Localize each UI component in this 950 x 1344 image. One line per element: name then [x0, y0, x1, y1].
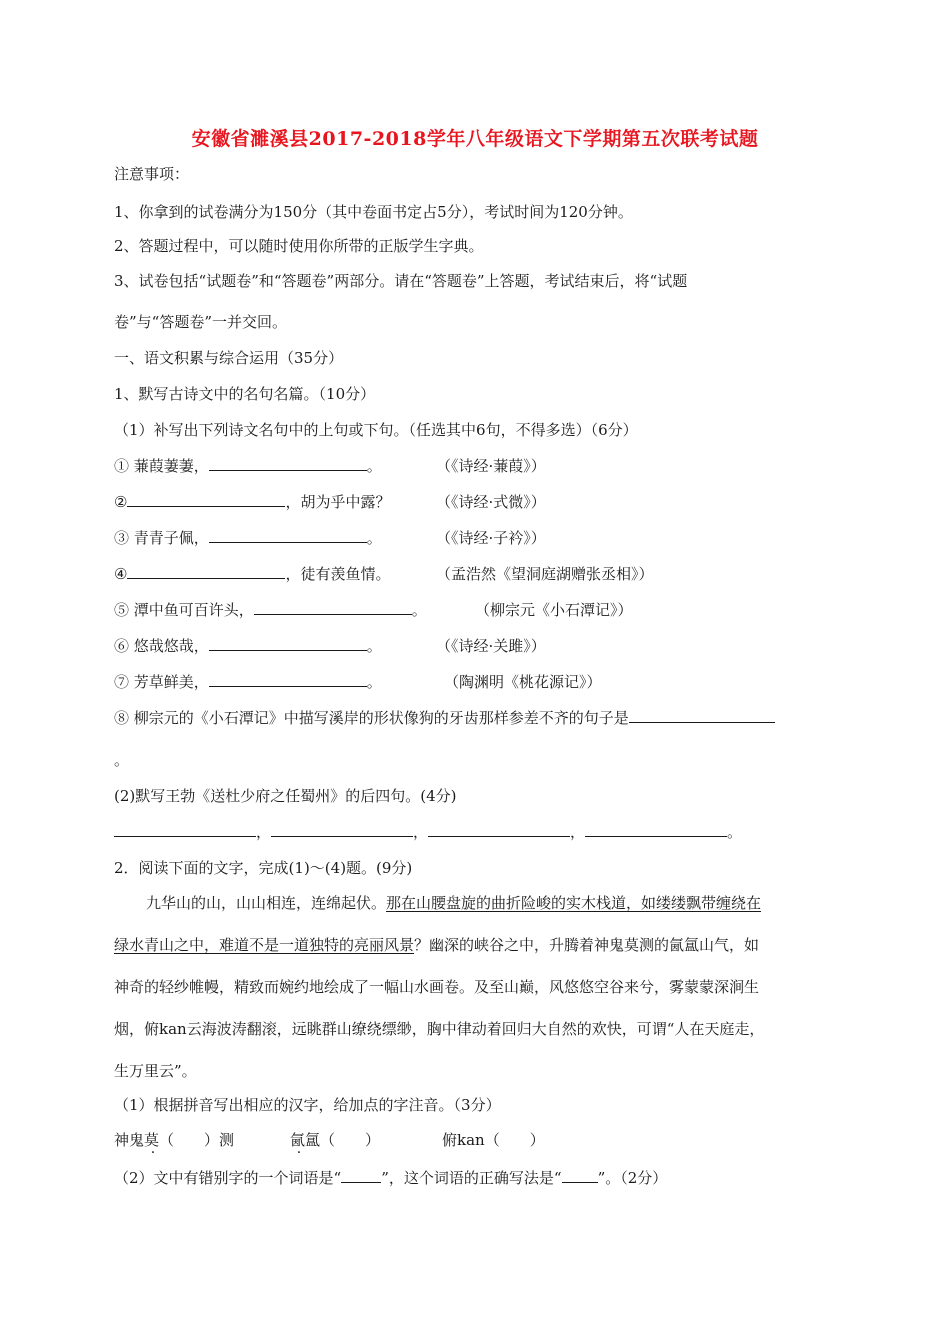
answer-blank[interactable] [209, 636, 367, 651]
notice-item-2: 2、答题过程中，可以随时使用你所带的正版学生字典。 [114, 237, 484, 255]
passage-underlined: 那在山腰盘旋的曲折险峻的实木栈道，如缕缕飘带缠绕在 [386, 894, 762, 912]
poem-line-post: ，徒有羡鱼情。 [285, 565, 391, 583]
passage-line-5: 生万里云”。 [114, 1062, 197, 1080]
poem-line-pre: ⑧ 柳宗元的《小石潭记》中描写溪岸的形状像狗的牙齿那样参差不齐的句子是 [114, 709, 629, 727]
passage-text: ？幽深的峡谷之中，升腾着神鬼莫测的氤氲山气，如 [414, 936, 760, 954]
poem-recite-line [114, 822, 742, 842]
pinyin-item-2 [290, 1130, 380, 1150]
passage-line-1 [146, 893, 761, 913]
poem-line-pre: ① 蒹葭萋萋， [114, 457, 209, 475]
pinyin-row [114, 1130, 234, 1150]
question-2-1: （1）根据拼音写出相应的汉字，给加点的字注音。（3分） [114, 1096, 501, 1114]
passage-underlined: 绿水青山之中，难道不是一道独特的亮丽风景 [114, 936, 415, 954]
poem-line-pre: ⑥ 悠哉悠哉， [114, 637, 209, 655]
poem-line-1 [114, 456, 382, 476]
question-2: 2．阅读下面的文字，完成(1)～(4)题。(9分) [114, 859, 413, 877]
answer-blank[interactable] [428, 822, 570, 837]
poem-line-pre: ⑦ 芳草鲜美， [114, 673, 209, 691]
poem-line-pre: ⑤ 潭中鱼可百许头， [114, 601, 254, 619]
answer-blank[interactable] [271, 822, 413, 837]
poem-source-3: （《诗经·子衿》） [436, 529, 546, 547]
poem-line-post: ，胡为乎中露？ [285, 493, 391, 511]
answer-blank[interactable] [114, 822, 256, 837]
pinyin-word-2-rest[interactable]: 氲（ ） [305, 1131, 381, 1149]
question-1-2: (2)默写王勃《送杜少府之任蜀州》的后四句。(4分) [114, 787, 457, 805]
answer-blank[interactable] [341, 1168, 381, 1183]
passage-line-3: 神奇的轻纱帷幔，精致而婉约地绘成了一幅山水画卷。及至山巅，风悠悠空谷来兮，雾蒙蒙深涧生 [114, 978, 760, 996]
poem-line-post: 。 [366, 529, 382, 547]
answer-blank[interactable] [254, 600, 412, 615]
poem-line-3 [114, 528, 382, 548]
poem-line-pre: ② [114, 493, 128, 511]
poem-line-pre: ④ [114, 565, 128, 583]
poem-line-post: 。 [366, 637, 382, 655]
period: 。 [727, 823, 743, 841]
poem-line-5 [114, 600, 427, 620]
comma: ， [570, 823, 586, 841]
poem-line-pre: ③ 青青子佩， [114, 529, 209, 547]
passage-text: 九华山的山，山山相连，连绵起伏。 [146, 894, 387, 912]
answer-blank[interactable] [127, 492, 285, 507]
answer-blank[interactable] [127, 564, 285, 579]
pinyin-word-1-rest[interactable]: （ ）测 [159, 1131, 235, 1149]
poem-line-7 [114, 672, 382, 692]
poem-line-8 [114, 708, 775, 728]
poem-source-7: （陶渊明《桃花源记》） [444, 673, 602, 691]
question-1-1: （1）补写出下列诗文名句中的上句或下句。（任选其中6句，不得多选）（6分） [114, 421, 638, 439]
pinyin-item-3[interactable]: 俯kan（ ） [442, 1131, 545, 1149]
comma: ， [413, 823, 429, 841]
poem-line-6 [114, 636, 382, 656]
question-2-2 [114, 1168, 667, 1188]
poem-line-post: 。 [411, 601, 427, 619]
dotted-char-1: 莫 [144, 1131, 160, 1149]
answer-blank[interactable] [562, 1168, 598, 1183]
answer-blank[interactable] [209, 672, 367, 687]
poem-source-4: （孟浩然《望洞庭湖赠张丞相》） [436, 565, 654, 583]
notice-item-3b: 卷”与“答题卷”一并交回。 [114, 313, 288, 331]
question-text: ”。（2分） [597, 1169, 668, 1187]
dotted-char-2: 氤 [290, 1131, 306, 1149]
poem-line-8-end: 。 [114, 751, 130, 769]
passage-line-4: 烟，俯kan云海波涛翻滚，远眺群山缭绕缥缈，胸中律动着回归大自然的欢快，可谓“人在天庭走， [114, 1020, 765, 1038]
answer-blank[interactable] [209, 528, 367, 543]
answer-blank[interactable] [209, 456, 367, 471]
answer-blank[interactable] [585, 822, 727, 837]
poem-line-4 [114, 564, 390, 584]
poem-source-1: （《诗经·蒹葭》） [436, 457, 546, 475]
exam-title: 安徽省濉溪县2017-2018学年八年级语文下学期第五次联考试题 [191, 128, 759, 150]
notice-item-1: 1、你拿到的试卷满分为150分（其中卷面书定占5分），考试时间为120分钟。 [114, 203, 633, 221]
passage-line-2 [114, 935, 759, 955]
notice-item-3a: 3、试卷包括“试题卷”和“答题卷”两部分。请在“答题卷”上答题，考试结束后，将“试题 [114, 272, 688, 290]
pinyin-word-1: 神鬼 [114, 1131, 145, 1149]
poem-line-post: 。 [366, 457, 382, 475]
poem-source-5: （柳宗元《小石潭记》） [475, 601, 633, 619]
poem-line-2 [114, 492, 390, 512]
question-text: （2）文中有错别字的一个词语是“ [114, 1169, 342, 1187]
question-text: ”，这个词语的正确写法是“ [381, 1169, 562, 1187]
notice-heading: 注意事项： [114, 165, 190, 183]
poem-line-post: 。 [366, 673, 382, 691]
answer-blank[interactable] [629, 708, 775, 723]
poem-source-2: （《诗经·式微》） [436, 493, 546, 511]
comma: ， [256, 823, 272, 841]
question-1: 1、默写古诗文中的名句名篇。（10分） [114, 385, 376, 403]
poem-source-6: （《诗经·关雎》） [436, 637, 546, 655]
section-1-heading: 一、语文积累与综合运用（35分） [114, 349, 344, 367]
